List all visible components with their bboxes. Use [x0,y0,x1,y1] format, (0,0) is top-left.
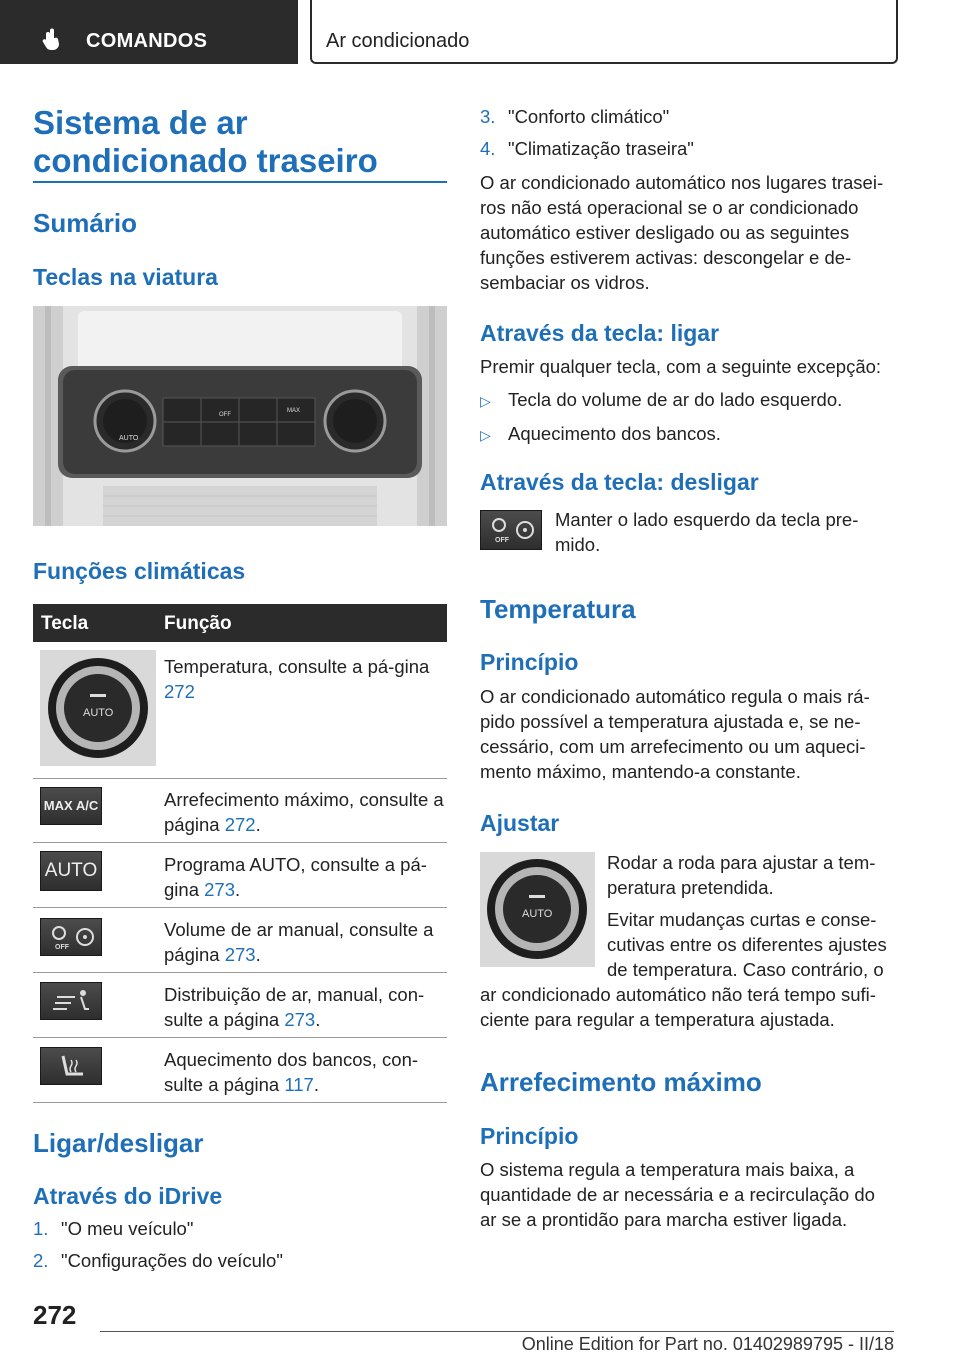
rear-panel-photo [33,306,447,526]
exception-list [480,387,900,448]
row-text [164,787,444,837]
triangle-bullet-icon: ▷ [480,427,491,443]
idrive-heading: Através do iDrive [33,1183,223,1209]
row-end: . [313,1074,319,1095]
page-link[interactable]: 273 [284,1009,316,1030]
text-line: ar condicionado automático não terá tempo sufi- [480,984,876,1005]
text-line: ciente para regular a temperatura ajustada. [480,1009,835,1030]
text-line: cutivas entre os diferentes ajustes [607,934,887,955]
table-row [33,1037,447,1103]
air-distribution-key-image [40,982,102,1020]
fan-volume-key-image [40,918,102,956]
principle-text [480,684,900,784]
edition-label: Online Edition for Part no. 01402989795 - II/18 [521,1334,894,1354]
fan-off-icon [481,511,541,549]
bullet-text: Aquecimento dos bancos. [508,423,721,444]
row-description: Arrefecimento máximo, consulte a página [164,789,444,835]
bullet-text: Tecla do volume de ar do lado esquerdo. [508,389,843,410]
fan-icon [41,919,101,955]
row-end: . [255,814,261,835]
chapter-label: Ar condicionado [326,30,470,52]
row-description: Distribuição de ar, manual, con-sulte a página [164,984,425,1030]
col-key-header: Tecla [41,613,89,634]
seat-heating-key-image [40,1047,102,1085]
knob-auto-label: AUTO [83,707,114,719]
triangle-bullet-icon: ▷ [480,393,491,409]
list-item [480,136,900,161]
text-line: Rodar a roda para ajustar a tem- [607,852,876,873]
hand-pointer-icon [40,28,64,52]
page-link[interactable]: 272 [224,814,256,835]
table-row [33,972,447,1038]
col-function-header: Função [164,613,232,634]
idrive-steps [33,1216,447,1273]
rear-panel-illustration [33,306,447,526]
row-text [164,982,444,1032]
off-label: OFF [55,944,69,951]
text-line: mido. [555,534,601,555]
page-link[interactable]: 117 [284,1074,314,1095]
title-line-1: Sistema de ar [33,104,248,141]
max-cooling-heading: Arrefecimento máximo [480,1067,762,1097]
text-line: peratura pretendida. [607,877,774,898]
text-line: quantidade de ar necessária e a recirculação do [480,1184,875,1205]
note-line: sembaciar os vidros. [480,272,650,293]
step-text: "Configurações do veículo" [61,1250,283,1271]
list-item [33,1216,447,1241]
rear-ac-note [480,170,900,295]
page-link[interactable]: 272 [164,681,195,702]
table-header [33,604,447,642]
row-description: Aquecimento dos bancos, con-sulte a página [164,1049,419,1095]
note-line: ros não está operacional se o ar condicionado [480,197,859,218]
principle-heading: Princípio [480,649,579,675]
footer-rule [100,1331,894,1332]
row-description: Temperatura, consulte a pá-gina [164,656,430,677]
text-line: Evitar mudanças curtas e conse- [607,909,877,930]
idrive-steps-continued [480,104,900,161]
text-line: O ar condicionado automático regula o mais rá- [480,686,870,707]
summary-heading: Sumário [33,208,138,238]
list-item [480,104,900,129]
page-link[interactable]: 273 [224,944,256,965]
switch-on-heading: Através da tecla: ligar [480,320,720,346]
page-link[interactable]: 273 [204,879,235,900]
table-row [33,842,447,908]
adjust-text-side [607,850,902,982]
onoff-heading: Ligar/desligar [33,1128,204,1158]
principle2-heading: Princípio [480,1123,579,1149]
step-number: 4. [480,138,496,159]
photo-off-label: OFF [219,412,231,418]
switch-on-text: Premir qualquer tecla, com a seguinte excepção: [480,356,882,377]
text-line: pido possível a temperatura ajustada e, se ne- [480,711,861,732]
off-label: OFF [495,537,509,544]
step-text: "O meu veículo" [61,1218,194,1239]
switch-off-heading: Através da tecla: desligar [480,469,759,495]
row-end: . [235,879,241,900]
fan-off-key-image [480,510,542,550]
row-description: Volume de ar manual, consulte a página [164,919,434,965]
title-line-2: condicionado traseiro [33,142,378,179]
note-line: funções estiverem activas: descongelar e de- [480,247,852,268]
adjust-text-full [480,982,900,1032]
keys-heading: Teclas na viatura [33,264,218,290]
auto-key-image: AUTO [40,851,102,891]
row-end: . [315,1009,321,1030]
text-line: mento máximo, mantendo-a constante. [480,761,801,782]
row-description: Programa AUTO, consulte a pá-gina [164,854,427,900]
adjust-heading: Ajustar [480,810,560,836]
table-row [33,642,447,779]
row-end: . [255,944,261,965]
section-tab [0,0,298,64]
page-number: 272 [33,1300,77,1330]
temperature-heading: Temperatura [480,594,636,624]
text-line: O sistema regula a temperatura mais baixa, a [480,1159,855,1180]
photo-auto-label: AUTO [119,435,139,442]
air-distribution-icon [41,983,101,1019]
list-item [480,387,900,414]
row-text [164,852,444,902]
step-number: 1. [33,1218,49,1239]
step-text: "Conforto climático" [508,106,670,127]
page-title [33,104,447,180]
chapter-tab [310,0,898,64]
temperature-wheel-image [480,852,595,967]
text-line: ar se a prontidão para marcha estiver ligada. [480,1209,848,1230]
row-text [164,917,444,967]
text-line: Manter o lado esquerdo da tecla pre- [555,509,859,530]
text-line: cessário, com um arrefecimento ou um aqueci- [480,736,866,757]
photo-maxac-label: MAX [287,408,301,414]
note-line: O ar condicionado automático nos lugares trasei- [480,172,884,193]
table-row [33,907,447,973]
note-line: automático estiver desligado ou as seguintes [480,222,850,243]
list-item [33,1248,447,1273]
step-text: "Climatização traseira" [508,138,694,159]
table-row [33,778,447,843]
step-number: 3. [480,106,496,127]
list-item [480,421,900,448]
climate-heading: Funções climáticas [33,558,246,584]
row-text [164,1047,444,1097]
row-text [164,654,444,704]
title-underline [33,181,447,183]
section-label: COMANDOS [86,30,208,52]
seat-heating-icon [41,1048,101,1084]
principle2-text [480,1157,900,1232]
max-ac-key-image: MAX A/C [40,787,102,825]
step-number: 2. [33,1250,49,1271]
text-line: de temperatura. Caso contrário, o [607,959,884,980]
temperature-knob-image [40,650,156,766]
switch-off-text [555,507,900,557]
wheel-auto-label: AUTO [522,908,553,920]
